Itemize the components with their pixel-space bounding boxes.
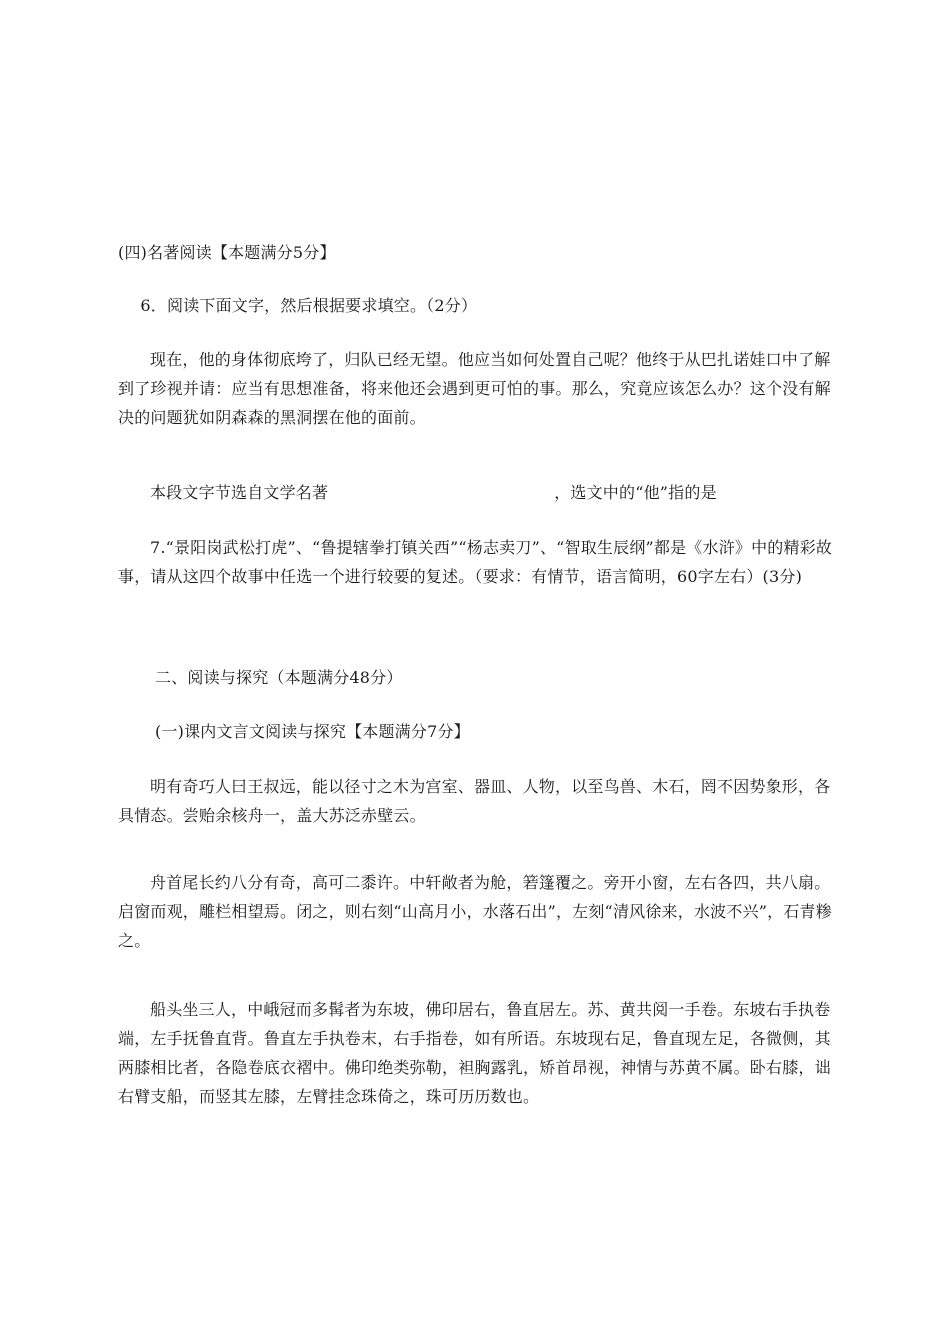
classical-paragraph-3: 船头坐三人，中峨冠而多髯者为东坡，佛印居右，鲁直居左。苏、黄共阅一手卷。东坡右手执卷端，左手抚鲁直背。鲁直左手执卷末，右手指卷，如有所语。东坡现右足，鲁直现左足，各微侧，其两膝相比者，各隐卷底衣褶中。佛印绝类弥勒，袒胸露乳，矫首昂视，神情与苏黄不属。卧右膝，诎右臂支船，而竖其左膝，左臂挂念珠倚之，珠可历历数也。 (118, 1000, 831, 1106)
question-6-fill-line (118, 478, 838, 507)
fill-line-suffix: ，选文中的“他”指的是 (554, 483, 717, 502)
question-7-text: 7.“景阳岗武松打虎”、“鲁提辖拳打镇关西”“杨志卖刀”、“智取生辰纲”都是《水浒》中的精彩故事，请从这四个故事中任选一个进行较要的复述。（要求：有情节，语言简明，60字左右）(3分) (118, 538, 833, 586)
classical-paragraph-2: 舟首尾长约八分有奇，高可二黍许。中轩敞者为舱，箬篷覆之。旁开小窗，左右各四，共八扇。启窗而观，雕栏相望焉。闭之，则右刻“山高月小，水落石出”，左刻“清风徐来，水波不兴”，石青糁之。 (118, 873, 832, 950)
section-1-title: (一)课内文言文阅读与探究【本题满分7分】 (155, 722, 470, 741)
fill-line-prefix: 本段文字节选自文学名著 (150, 483, 329, 502)
part-2-title: 二、阅读与探究（本题满分48分） (155, 668, 403, 687)
section-4-title: (四)名著阅读【本题满分5分】 (118, 243, 336, 262)
question-6-passage: 现在，他的身体彻底垮了，归队已经无望。他应当如何处置自己呢？他终于从巴扎诺娃口中了解到了珍视并请：应当有思想准备，将来他还会遇到更可怕的事。那么，究竟应该怎么办？这个没有解决的问题犹如阴森森的黑洞摆在他的面前。 (118, 350, 831, 427)
question-6-title: 6．阅读下面文字，然后根据要求填空。（2分） (140, 296, 478, 315)
classical-paragraph-1: 明有奇巧人曰王叔远，能以径寸之木为宫室、器皿、人物，以至鸟兽、木石，罔不因势象形，各具情态。尝贻余核舟一，盖大苏泛赤壁云。 (118, 777, 831, 825)
